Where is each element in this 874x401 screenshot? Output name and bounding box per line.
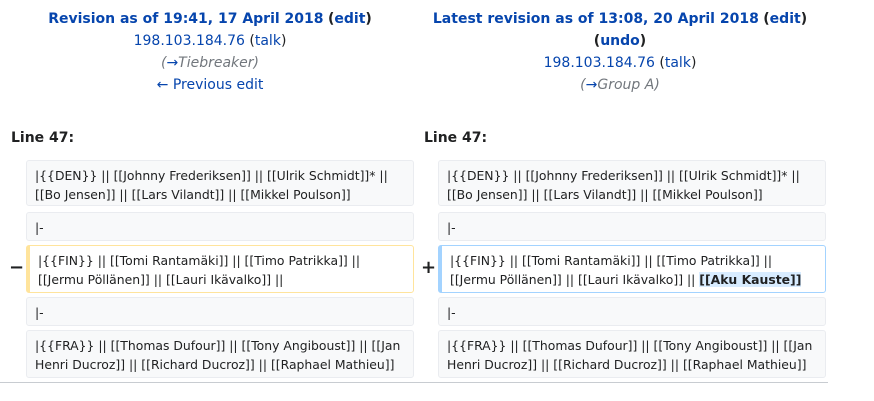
new-context-separator-2: |-	[438, 297, 826, 326]
new-section-arrow-link[interactable]: →	[585, 77, 598, 93]
new-revision-header: Latest revision as of 13:08, 20 April 2018 (edit) (undo) 198.103.184.76 (talk) (→Group A)	[420, 8, 820, 96]
inserted-text: [[Aku Kauste]]	[699, 272, 802, 287]
old-revision-header: Revision as of 19:41, 17 April 2018 (edit) 198.103.184.76 (talk) (→Tiebreaker) ← Previous edit	[10, 8, 410, 96]
old-context-den: |{{DEN}} || [[Johnny Frederiksen]] || [[Ulrik Schmidt]]* || [[Bo Jensen]] || [[Lars Vilandt]] || [[Mikkel Poulson]]	[26, 160, 414, 206]
added-line-marker: +	[421, 257, 437, 278]
previous-edit-link[interactable]: ← Previous edit	[156, 77, 264, 93]
old-talk-link[interactable]: talk	[254, 33, 281, 49]
undo-link[interactable]: undo	[600, 33, 640, 49]
old-user-link[interactable]: 198.103.184.76	[133, 33, 245, 49]
old-context-separator-1: |-	[26, 212, 414, 241]
old-section-arrow-link[interactable]: →	[166, 55, 179, 71]
added-line-text: |{{FIN}} || [[Tomi Rantamäki]] || [[Timo Patrikka]] || [[Jermu Pöllänen]] || [[Lauri Ikävalko]] ||	[450, 253, 773, 287]
new-context-separator-1: |-	[438, 212, 826, 241]
new-section-name: Group A	[597, 77, 655, 93]
new-line-number: Line 47:	[424, 130, 488, 146]
old-edit-summary: (→Tiebreaker)	[160, 55, 260, 71]
old-context-separator-2: |-	[26, 297, 414, 326]
divider	[0, 382, 828, 383]
deleted-line-marker: −	[9, 257, 25, 278]
new-context-den: |{{DEN}} || [[Johnny Frederiksen]] || [[Ulrik Schmidt]]* || [[Bo Jensen]] || [[Lars Vilandt]] || [[Mikkel Poulson]]	[438, 160, 826, 206]
deleted-line-fin: |{{FIN}} || [[Tomi Rantamäki]] || [[Timo Patrikka]] || [[Jermu Pöllänen]] || [[Lauri Ikävalko]] ||	[26, 245, 414, 293]
old-line-number: Line 47:	[11, 130, 75, 146]
old-section-name: Tiebreaker	[178, 55, 254, 71]
new-revision-link[interactable]: Latest revision as of 13:08, 20 April 2018	[432, 11, 759, 27]
old-revision-link[interactable]: Revision as of 19:41, 17 April 2018	[48, 11, 324, 27]
new-edit-summary: (→Group A)	[580, 77, 660, 93]
new-user-link[interactable]: 198.103.184.76	[543, 55, 655, 71]
added-line-fin	[438, 245, 826, 293]
new-talk-link[interactable]: talk	[664, 55, 691, 71]
old-edit-link[interactable]: edit	[334, 11, 366, 27]
old-context-fra: |{{FRA}} || [[Thomas Dufour]] || [[Tony Angiboust]] || [[Jan Henri Ducroz]] || [[Richard Ducroz]] || [[Raphael Mathieu]]	[26, 330, 414, 378]
new-edit-link[interactable]: edit	[769, 11, 801, 27]
new-context-fra: |{{FRA}} || [[Thomas Dufour]] || [[Tony Angiboust]] || [[Jan Henri Ducroz]] || [[Richard Ducroz]] || [[Raphael Mathieu]]	[438, 330, 826, 378]
